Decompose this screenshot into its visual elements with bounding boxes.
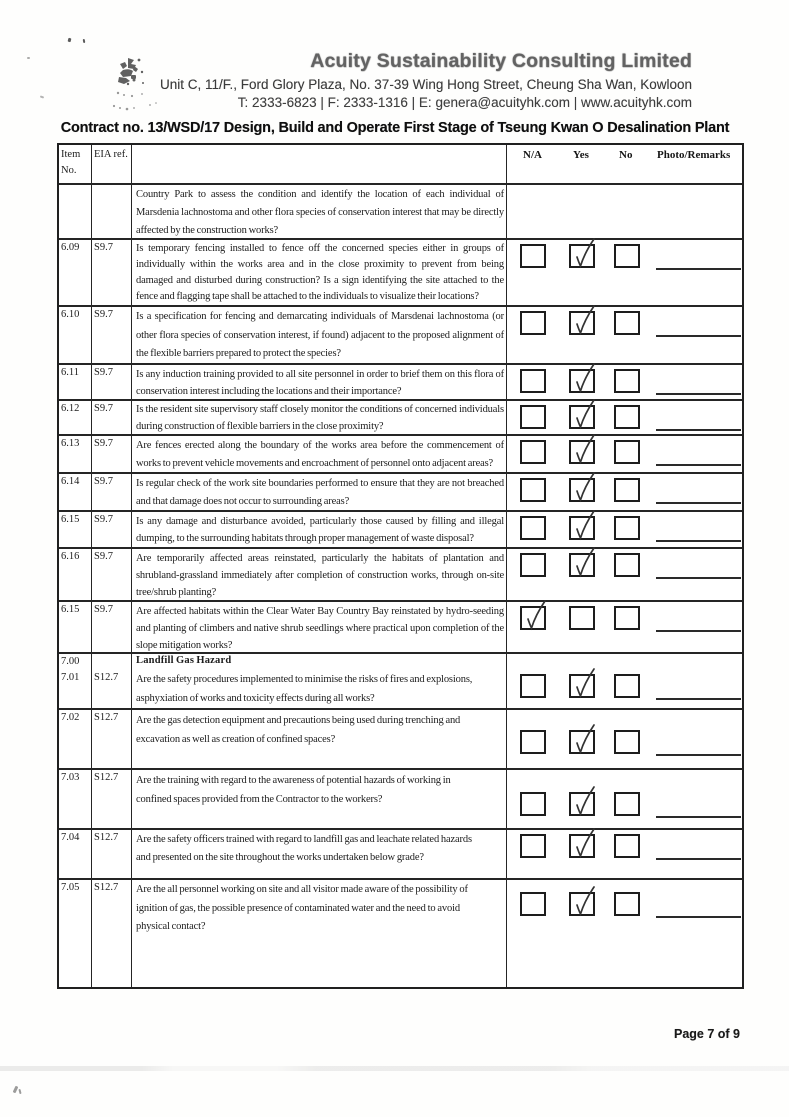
check-mark-icon xyxy=(569,544,599,580)
table-row xyxy=(59,399,742,434)
item-no-cell: 7.04 xyxy=(59,830,92,878)
remarks-blank-line[interactable] xyxy=(656,698,741,700)
eia-ref-cell: S12.7 xyxy=(92,880,132,987)
na-checkbox[interactable] xyxy=(520,369,546,393)
yes-checkbox[interactable] xyxy=(569,674,595,698)
table-row xyxy=(59,472,742,510)
checks-cell xyxy=(507,474,742,510)
no-checkbox[interactable] xyxy=(614,405,640,429)
na-checkbox[interactable] xyxy=(520,440,546,464)
checks-cell xyxy=(507,880,742,987)
question-cell: Is regular check of the work site boundaries performed to ensure that they are not breached and that damage does not occur to surrounding areas? xyxy=(132,474,507,510)
remarks-header: Photo/Remarks xyxy=(657,149,731,161)
table-row xyxy=(59,305,742,363)
eia-ref-header: EIA ref. xyxy=(92,145,132,183)
item-no-cell: 6.14 xyxy=(59,474,92,510)
na-checkbox[interactable] xyxy=(520,405,546,429)
na-checkbox[interactable] xyxy=(520,730,546,754)
eia-ref-cell xyxy=(92,654,132,670)
remarks-blank-line[interactable] xyxy=(656,268,741,270)
no-checkbox[interactable] xyxy=(614,440,640,464)
na-checkbox[interactable] xyxy=(520,892,546,916)
na-checkbox[interactable] xyxy=(520,311,546,335)
table-row xyxy=(59,768,742,828)
check-mark-icon xyxy=(569,507,599,543)
checks-cell xyxy=(507,830,742,878)
company-contact: T: 2333-6823 | F: 2333-1316 | E: genera@acuityhk.com | www.acuityhk.com xyxy=(237,95,692,110)
na-checkbox[interactable] xyxy=(520,553,546,577)
item-no-cell: 6.09 xyxy=(59,240,92,305)
yes-checkbox[interactable] xyxy=(569,892,595,916)
na-checkbox[interactable] xyxy=(520,834,546,858)
checklist-table xyxy=(57,143,744,989)
contract-title: Contract no. 13/WSD/17 Design, Build and Operate First Stage of Tseung Kwan O Desalination Plant xyxy=(60,120,730,136)
remarks-blank-line[interactable] xyxy=(656,916,741,918)
yes-checkbox[interactable] xyxy=(569,244,595,268)
question-cell: Is a specification for fencing and demarcating individuals of Marsdenai lachnostoma (or other flora species of conservation interest, if found) adjacent to the proposed alignment of the flexible barriers prepared to protect the species? xyxy=(132,307,507,363)
remarks-blank-line[interactable] xyxy=(656,335,741,337)
item-no-cell: 7.03 xyxy=(59,770,92,828)
item-no-cell: 6.16 xyxy=(59,549,92,600)
eia-ref-cell: S9.7 xyxy=(92,512,132,547)
checks-cell xyxy=(507,512,742,547)
eia-ref-cell: S12.7 xyxy=(92,710,132,768)
checks-cell xyxy=(507,240,742,305)
question-cell: Are the safety officers trained with regard to landfill gas and leachate related hazards and presented on the site throughout the works undertaken below grade? xyxy=(132,830,507,878)
na-checkbox[interactable] xyxy=(520,478,546,502)
scan-speck xyxy=(68,38,72,43)
checks-cell xyxy=(507,710,742,768)
checks-cell xyxy=(507,670,742,708)
checks-cell xyxy=(507,770,742,828)
question-cell: Are the safety procedures implemented to minimise the risks of fires and explosions, asphyxiation of works and toxicity effects during all works? xyxy=(132,670,507,708)
eia-ref-cell: S12.7 xyxy=(92,670,132,708)
scan-streak xyxy=(0,1066,789,1071)
table-row xyxy=(59,708,742,768)
continuation-row xyxy=(59,183,742,238)
table-row xyxy=(59,600,742,652)
yes-checkbox[interactable] xyxy=(569,440,595,464)
item-no-cell: 6.15 xyxy=(59,512,92,547)
yes-checkbox[interactable] xyxy=(569,405,595,429)
question-cell: Are the all personnel working on site and all visitor made aware of the possibility of ignition of gas, the possible presence of contaminated water and the need to avoid physical contact? xyxy=(132,880,507,987)
check-mark-icon xyxy=(569,469,599,505)
check-mark-icon xyxy=(569,883,599,919)
section-title: Landfill Gas Hazard xyxy=(132,654,507,670)
yes-checkbox[interactable] xyxy=(569,606,595,630)
scan-speck xyxy=(83,39,86,43)
no-checkbox[interactable] xyxy=(614,369,640,393)
no-checkbox[interactable] xyxy=(614,244,640,268)
checks-cell xyxy=(507,401,742,434)
item-no-cell: 6.10 xyxy=(59,307,92,363)
table-row xyxy=(59,547,742,600)
check-mark-icon xyxy=(569,783,599,819)
remarks-blank-line[interactable] xyxy=(656,393,741,395)
company-address: Unit C, 11/F., Ford Glory Plaza, No. 37-39 Wing Hong Street, Cheung Sha Wan, Kowloon xyxy=(159,77,692,92)
na-header: N/A xyxy=(523,149,542,161)
remarks-blank-line[interactable] xyxy=(656,816,741,818)
table-row xyxy=(59,510,742,547)
check-mark-icon xyxy=(520,597,550,633)
scan-speck xyxy=(40,95,44,98)
check-mark-icon xyxy=(569,721,599,757)
item-no-cell: 7.01 xyxy=(59,670,92,708)
checks-header xyxy=(507,145,742,183)
check-mark-icon xyxy=(569,431,599,467)
na-checkbox[interactable] xyxy=(520,516,546,540)
check-mark-icon xyxy=(569,825,599,861)
table-row xyxy=(59,434,742,472)
question-cell: Are the gas detection equipment and precautions being used during trenching and excavation as well as creation of confined spaces? xyxy=(132,710,507,768)
no-checkbox[interactable] xyxy=(614,606,640,630)
item-no-cell: 6.15 xyxy=(59,602,92,652)
remarks-blank-line[interactable] xyxy=(656,858,741,860)
yes-checkbox[interactable] xyxy=(569,730,595,754)
no-checkbox[interactable] xyxy=(614,311,640,335)
yes-checkbox[interactable] xyxy=(569,553,595,577)
scan-speck xyxy=(18,1089,21,1094)
question-header xyxy=(132,145,507,183)
eia-ref-cell: S9.7 xyxy=(92,549,132,600)
letterhead xyxy=(132,50,692,110)
item-no-cell: 7.00 xyxy=(59,654,92,670)
eia-ref-cell: S12.7 xyxy=(92,770,132,828)
eia-ref-cell: S9.7 xyxy=(92,436,132,472)
no-checkbox[interactable] xyxy=(614,553,640,577)
eia-ref-cell: S9.7 xyxy=(92,365,132,399)
yes-checkbox[interactable] xyxy=(569,834,595,858)
no-header: No xyxy=(619,149,633,161)
eia-ref-cell: S9.7 xyxy=(92,307,132,363)
table-row xyxy=(59,363,742,399)
remarks-blank-line[interactable] xyxy=(656,429,741,431)
item-no-cell: 7.05 xyxy=(59,880,92,987)
remarks-blank-line[interactable] xyxy=(656,630,741,632)
item-no-cell xyxy=(59,185,92,238)
yes-checkbox[interactable] xyxy=(569,311,595,335)
eia-ref-cell: S9.7 xyxy=(92,474,132,510)
na-checkbox[interactable] xyxy=(520,606,546,630)
no-checkbox[interactable] xyxy=(614,834,640,858)
no-checkbox[interactable] xyxy=(614,892,640,916)
item-no-header: Item No. xyxy=(59,145,92,183)
check-mark-icon xyxy=(569,360,599,396)
eia-ref-cell: S12.7 xyxy=(92,830,132,878)
check-mark-icon xyxy=(569,665,599,701)
scan-speck xyxy=(27,57,30,59)
check-mark-icon xyxy=(569,396,599,432)
table-row xyxy=(59,828,742,878)
no-checkbox[interactable] xyxy=(614,730,640,754)
checks-cell xyxy=(507,185,742,238)
eia-ref-cell: S9.7 xyxy=(92,240,132,305)
no-checkbox[interactable] xyxy=(614,478,640,502)
section-row xyxy=(59,652,742,670)
no-checkbox[interactable] xyxy=(614,674,640,698)
no-checkbox[interactable] xyxy=(614,516,640,540)
question-cell: Is temporary fencing installed to fence off the concerned species either in groups of individually within the works area and in the close proximity to prevent from being damaged and disturbed during construction? Is a sign identifying the site attached to the fence and flagging tape shall be attached to the individuals to visualize their locations? xyxy=(132,240,507,305)
question-cell: Are affected habitats within the Clear Water Bay Country Bay reinstated by hydro-seeding and planting of climbers and native shrub seedlings where practical upon completion of the slope mitigation works? xyxy=(132,602,507,652)
checks-cell xyxy=(507,549,742,600)
yes-checkbox[interactable] xyxy=(569,516,595,540)
checks-cell xyxy=(507,602,742,652)
yes-checkbox[interactable] xyxy=(569,478,595,502)
remarks-blank-line[interactable] xyxy=(656,502,741,504)
eia-ref-cell: S9.7 xyxy=(92,401,132,434)
table-header-row xyxy=(59,145,742,183)
question-cell: Is any damage and disturbance avoided, particularly those caused by filling and illegal dumping, to the surrounding habitats through proper management of waste disposal? xyxy=(132,512,507,547)
eia-ref-cell: S9.7 xyxy=(92,602,132,652)
question-cell: Are fences erected along the boundary of the works area before the commencement of works to prevent vehicle movements and encroachment of personnel onto adjacent areas? xyxy=(132,436,507,472)
na-checkbox[interactable] xyxy=(520,244,546,268)
checks-cell xyxy=(507,436,742,472)
yes-checkbox[interactable] xyxy=(569,792,595,816)
yes-header: Yes xyxy=(573,149,589,161)
remarks-blank-line[interactable] xyxy=(656,540,741,542)
item-no-cell: 6.12 xyxy=(59,401,92,434)
item-no-cell: 7.02 xyxy=(59,710,92,768)
yes-checkbox[interactable] xyxy=(569,369,595,393)
checks-cell xyxy=(507,365,742,399)
na-checkbox[interactable] xyxy=(520,674,546,698)
check-mark-icon xyxy=(569,235,599,271)
page-number: Page 7 of 9 xyxy=(674,1027,740,1041)
company-name: Acuity Sustainability Consulting Limited xyxy=(310,50,692,72)
item-no-cell: 6.11 xyxy=(59,365,92,399)
question-cell: Are the training with regard to the awareness of potential hazards of working in confined spaces provided from the Contractor to the workers? xyxy=(132,770,507,828)
question-cell: Are temporarily affected areas reinstated, particularly the habitats of plantation and shrubland-grassland immediately after completion of construction works, through on-site tree/shrub planting? xyxy=(132,549,507,600)
remarks-blank-line[interactable] xyxy=(656,754,741,756)
check-mark-icon xyxy=(569,302,599,338)
question-cell: Is the resident site supervisory staff closely monitor the conditions of concerned individuals during construction of flexible barriers in the close proximity? xyxy=(132,401,507,434)
eia-ref-cell xyxy=(92,185,132,238)
table-row xyxy=(59,238,742,305)
item-no-cell: 6.13 xyxy=(59,436,92,472)
remarks-blank-line[interactable] xyxy=(656,577,741,579)
no-checkbox[interactable] xyxy=(614,792,640,816)
question-cell: Is any induction training provided to all site personnel in order to brief them on this flora of conservation interest including the locations and their importance? xyxy=(132,365,507,399)
table-row xyxy=(59,670,742,708)
question-cell: Country Park to assess the condition and identify the location of each individual of Marsdenia lachnostoma and other flora species of conservation interest that may be directly affected by the construction works? xyxy=(132,185,507,238)
checks-cell xyxy=(507,654,742,670)
checks-cell xyxy=(507,307,742,363)
na-checkbox[interactable] xyxy=(520,792,546,816)
remarks-blank-line[interactable] xyxy=(656,464,741,466)
table-row xyxy=(59,878,742,987)
